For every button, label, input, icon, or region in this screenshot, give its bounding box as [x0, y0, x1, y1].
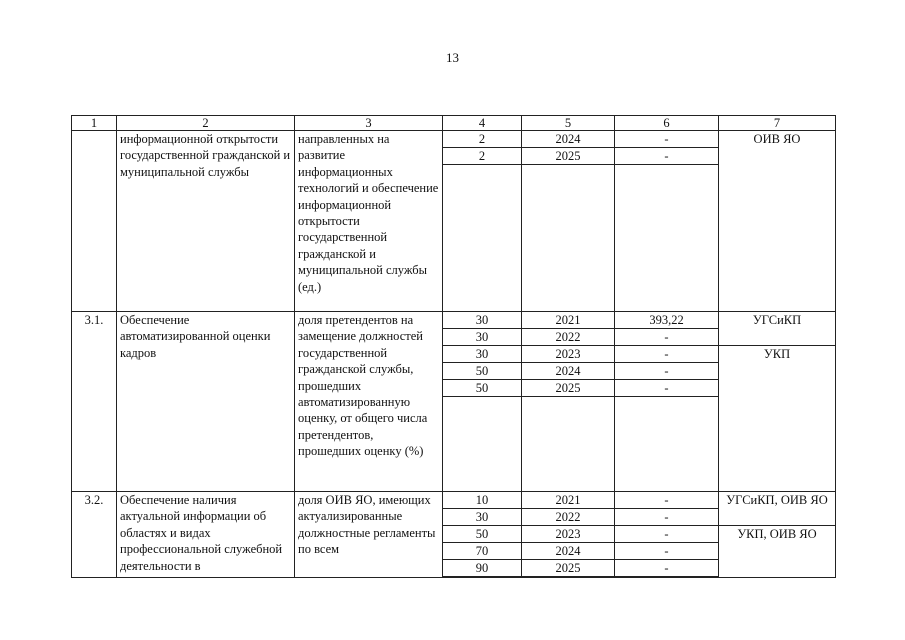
target-value: 50 [443, 526, 521, 543]
target-cell [443, 312, 522, 492]
executor-cell [719, 131, 836, 312]
funding-value: 393,22 [615, 312, 718, 329]
header-col-6: 6 [615, 116, 719, 131]
funding-cell [615, 492, 719, 578]
table-row [72, 312, 836, 492]
funding-cell [615, 312, 719, 492]
year-value: 2022 [522, 329, 614, 346]
target-cell [443, 131, 522, 312]
indicator-name: доля претендентов на замещение должностей государственной гражданской службы, прошедших автоматизированную оценку, от общего числа претендентов, прошедших оценку (%) [295, 312, 443, 492]
executor-label: УКП, ОИВ ЯО [737, 527, 817, 541]
target-value: 50 [443, 363, 521, 380]
year-value: 2023 [522, 526, 614, 543]
target-value: 30 [443, 346, 521, 363]
year-value: 2021 [522, 312, 614, 329]
table-row [72, 492, 836, 578]
target-value: 2 [443, 148, 521, 165]
header-col-7: 7 [719, 116, 836, 131]
target-value: 30 [443, 509, 521, 526]
year-value: 2023 [522, 346, 614, 363]
year-value: 2024 [522, 363, 614, 380]
page-number: 13 [446, 50, 459, 65]
year-cell [522, 312, 615, 492]
funding-value: - [615, 543, 718, 560]
header-col-3: 3 [295, 116, 443, 131]
year-value: 2024 [522, 131, 614, 148]
target-value: 30 [443, 312, 521, 329]
funding-value: - [615, 380, 718, 397]
year-value: 2025 [522, 560, 614, 577]
target-value: 30 [443, 329, 521, 346]
header-col-4: 4 [443, 116, 522, 131]
header-col-2: 2 [117, 116, 295, 131]
table-row [72, 131, 836, 312]
header-col-5: 5 [522, 116, 615, 131]
funding-value: - [615, 509, 718, 526]
target-value: 90 [443, 560, 521, 577]
funding-value: - [615, 329, 718, 346]
year-value: 2024 [522, 543, 614, 560]
funding-value: - [615, 363, 718, 380]
year-value: 2025 [522, 148, 614, 165]
year-cell [522, 131, 615, 312]
funding-value: - [615, 131, 718, 148]
target-value: 2 [443, 131, 521, 148]
indicator-name: направленных на развитие информационных технологий и обеспечение информационной открытости государственной гражданской и муниципальной службы (ед.) [295, 131, 443, 312]
target-value: 50 [443, 380, 521, 397]
target-value: 70 [443, 543, 521, 560]
year-value: 2022 [522, 509, 614, 526]
executor-cell [719, 312, 836, 492]
funding-value: - [615, 560, 718, 577]
funding-value: - [615, 148, 718, 165]
executor-label: УГСиКП, ОИВ ЯО [719, 492, 835, 526]
row-number: 3.2. [72, 492, 117, 578]
year-value: 2021 [522, 492, 614, 509]
executor-label: УГСиКП [719, 312, 835, 346]
executor-cell [719, 492, 836, 578]
year-cell [522, 492, 615, 578]
header-col-1: 1 [72, 116, 117, 131]
executor-label: ОИВ ЯО [753, 132, 801, 146]
target-cell [443, 492, 522, 578]
funding-value: - [615, 526, 718, 543]
header-row [72, 116, 836, 131]
event-name: Обеспечение наличия актуальной информации об областях и видах профессиональной служебной деятельности в [117, 492, 295, 578]
funding-value: - [615, 492, 718, 509]
funding-value: - [615, 346, 718, 363]
row-number [72, 131, 117, 312]
program-table [71, 115, 836, 578]
target-value: 10 [443, 492, 521, 509]
event-name: информационной открытости государственной гражданской и муниципальной службы [117, 131, 295, 312]
executor-label: УКП [763, 347, 791, 361]
funding-cell [615, 131, 719, 312]
indicator-name: доля ОИВ ЯО, имеющих актуализированные должностные регламенты по всем [295, 492, 443, 578]
row-number: 3.1. [72, 312, 117, 492]
year-value: 2025 [522, 380, 614, 397]
event-name: Обеспечение автоматизированной оценки кадров [117, 312, 295, 492]
